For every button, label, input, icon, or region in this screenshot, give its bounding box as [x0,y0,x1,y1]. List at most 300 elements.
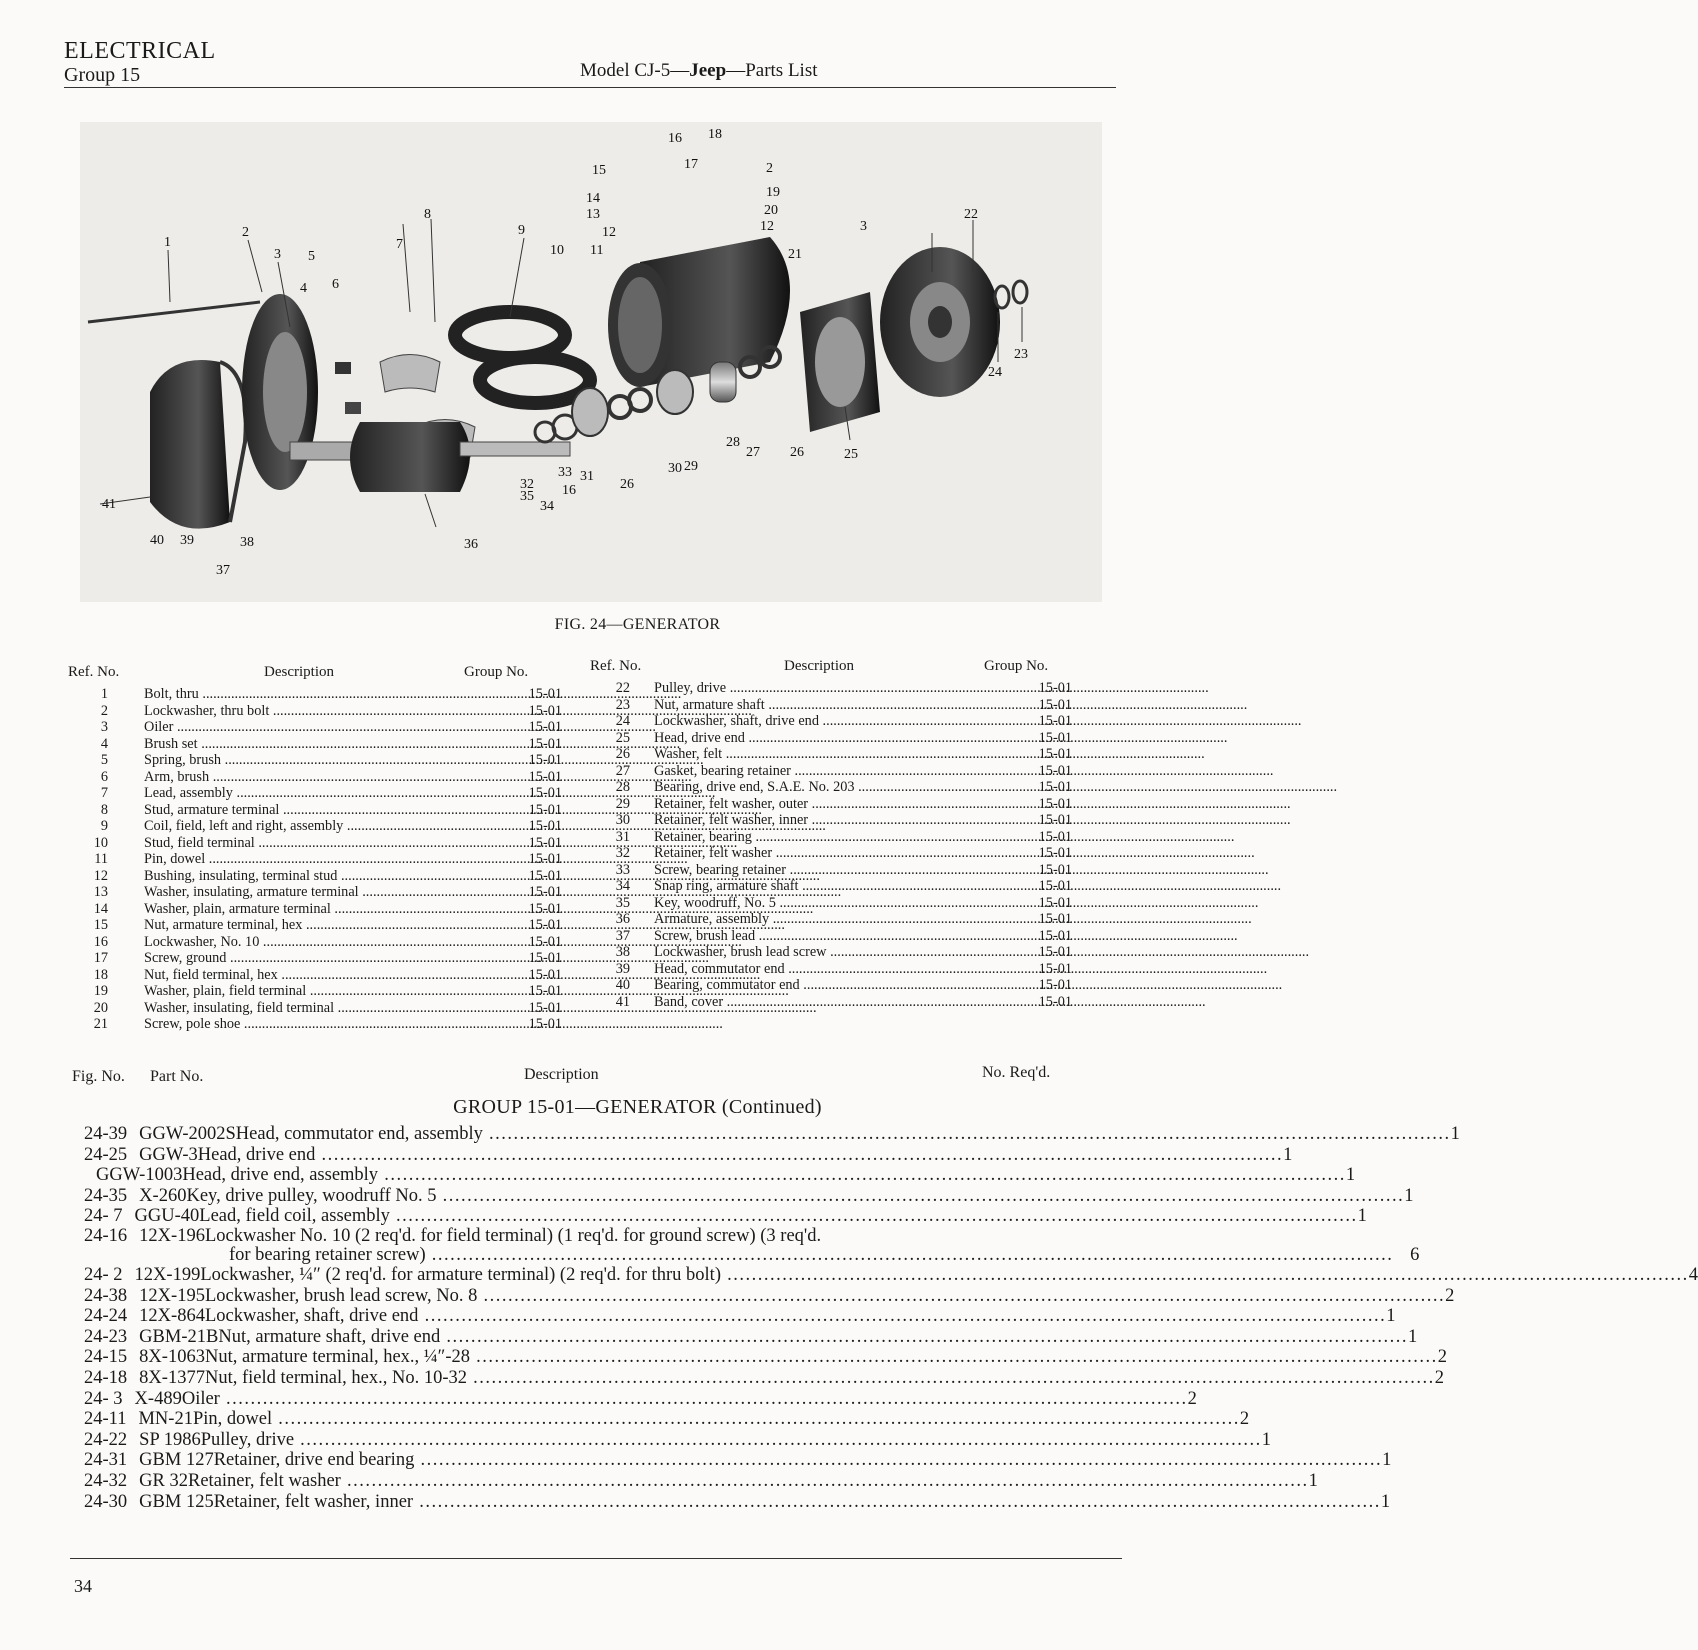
ref-number: 11 [94,851,108,867]
ref-group: 15-01 [1038,977,1072,993]
figure-caption: FIG. 24—GENERATOR [554,616,721,633]
ref-description: Nut, field terminal, hex ..... [144,967,492,984]
part-number: 12X-199 [134,1264,201,1285]
model-suffix: —Parts List [726,60,818,81]
ref-description: Washer, plain, field terminal ..... [144,983,492,1000]
quantity: 2 [1239,1409,1250,1430]
callout-label: 5 [308,249,315,264]
fig-number: 24-38 [84,1285,128,1306]
ref-number: 2 [100,702,108,719]
parts-row [84,1165,1356,1186]
callout-label: 35 [520,489,534,504]
ref-row [74,802,562,819]
ref-description: Washer, plain, armature terminal ..... [144,901,492,918]
ref-group: 15-01 [528,785,562,801]
callout-label: 11 [590,243,604,258]
ref-number: 4 [100,735,108,752]
header-rule [64,87,1116,88]
ref-number: 16 [93,933,108,950]
ref-row [596,829,1072,846]
ref-group: 15-01 [528,768,562,785]
parts-row [84,1409,1250,1430]
ref-group: 15-01 [1038,828,1072,845]
ref-description: Retainer, felt washer, outer ..... [654,796,1002,813]
ref-number: 19 [93,983,108,999]
part-description: Oiler ..... [182,1389,1188,1410]
fig-number: 24- 7 [84,1206,123,1227]
ref-row [74,917,562,934]
ref-number: 40 [615,977,630,993]
ref-number: 20 [93,999,108,1016]
ref-number: 24 [615,713,630,729]
part-number: 12X-196 [139,1225,205,1246]
group-header-right: Group No. [984,658,1049,674]
ref-description: Coil, field, left and right, assembly ..... [144,818,492,835]
ref-group: 15-01 [1038,779,1072,795]
callout-label: 34 [540,499,554,514]
callout-label: 16 [562,483,576,498]
fig-number: 24- 2 [84,1264,123,1285]
parts-row [84,1450,1392,1471]
ref-number: 28 [615,779,630,795]
ref-number: 26 [615,746,630,762]
ref-description: Screw, bearing retainer ..... [654,862,1002,879]
part-description: Retainer, felt washer, inner ..... [214,1492,1381,1513]
callout-label: 26 [790,445,804,460]
ref-header-left: Ref. No. [68,664,120,680]
ref-group: 15-01 [1038,795,1072,812]
callout-label: 39 [180,533,194,548]
model-brand: Jeep [689,60,727,81]
ref-group: 15-01 [1038,894,1072,911]
ref-description: Screw, brush lead ..... [654,928,1002,945]
page-number: 34 [74,1576,92,1596]
ref-number: 14 [93,900,108,917]
part-number: 12X-864 [139,1306,205,1327]
part-number: GBM 127 [139,1450,214,1471]
callout-label: 2 [766,161,773,176]
callout-label: 12 [760,219,774,234]
ref-group: 15-01 [1038,911,1072,927]
ref-group: 15-01 [1038,993,1072,1010]
callout-label: 10 [550,243,564,258]
ref-row [596,895,1072,912]
quantity: 1 [1386,1306,1396,1327]
ref-number: 34 [615,878,630,894]
ref-row [74,901,562,918]
ref-header-right: Ref. No. [590,658,642,674]
ref-row [596,779,1072,796]
quantity: 2 [1187,1388,1197,1409]
ref-group: 15-01 [528,735,562,752]
callout-label: 17 [684,157,698,172]
ref-number: 18 [93,966,108,983]
ref-row [596,713,1072,730]
ref-description: Lockwasher, No. 10 ..... [144,934,492,951]
ref-row [74,950,562,967]
ref-row [596,763,1072,780]
callout-label: 20 [764,203,778,218]
ref-row [74,868,562,885]
thru-bolt-shape [88,302,260,322]
ref-description: Nut, armature terminal, hex ..... [144,917,492,934]
group-header-left: Group No. [464,664,529,680]
quantity: 1 [1404,1185,1414,1206]
ref-description: Lead, assembly ..... [144,785,492,802]
ref-row [596,977,1072,994]
ref-group: 15-01 [528,752,562,768]
callout-label: 13 [586,207,600,222]
quantity: 1 [1382,1450,1392,1471]
ref-row [596,796,1072,813]
fig-number: 24-11 [84,1409,127,1430]
ref-row [74,686,562,703]
ref-group: 15-01 [528,884,562,900]
model-prefix: Model CJ-5— [580,60,690,81]
ref-description: Washer, felt ..... [654,746,1002,763]
bearing-shape [710,362,736,402]
callout-label: 24 [988,365,1002,380]
part-description: Head, commutator end, assembly ..... [236,1124,1451,1145]
part-description: Lockwasher, brush lead screw, No. 8 ..... [205,1286,1445,1307]
part-description: Retainer, felt washer ..... [188,1471,1309,1492]
ref-row [74,769,562,786]
description-header: Description [524,1066,599,1083]
callout-label: 21 [788,247,802,262]
callout-label: 40 [150,533,164,548]
desc-header-left: Description [264,664,334,680]
ref-number: 27 [615,762,630,779]
ref-group: 15-01 [528,834,562,851]
callout-label: 22 [964,207,978,222]
part-description: Nut, armature shaft, drive end ..... [218,1327,1408,1348]
parts-list [84,1124,1698,1512]
callout-label: 28 [726,435,740,450]
ref-description: Key, woodruff, No. 5 ..... [654,895,1002,912]
fig-number: 24-15 [84,1347,128,1368]
callout-label: 4 [300,281,307,296]
ref-group: 15-01 [528,983,562,999]
ref-description: Gasket, bearing retainer ..... [654,763,1002,780]
ref-group: 15-01 [528,818,562,834]
footer-rule [70,1558,1122,1559]
ref-description: Stud, field terminal ..... [144,835,492,852]
callout-label: 3 [274,247,281,262]
callout-label: 16 [668,131,682,146]
callout-label: 18 [708,127,722,142]
callout-label: 12 [602,225,616,240]
ref-number: 39 [615,960,630,977]
callout-label: 14 [586,191,600,206]
ref-row [74,818,562,835]
ref-group: 15-01 [528,917,562,933]
callout-label: 36 [464,537,478,552]
part-number: GBM 125 [139,1491,214,1512]
ref-row [596,845,1072,862]
ref-number: 10 [93,834,108,851]
ref-number: 30 [615,812,630,828]
parts-row [84,1491,1391,1513]
ref-number: 3 [100,719,108,735]
part-description: Nut, field terminal, hex., No. 10-32 ..... [205,1368,1435,1389]
quantity: 1 [1408,1326,1418,1347]
ref-group: 15-01 [1038,680,1072,696]
ref-row [74,851,562,868]
callout-label: 33 [558,465,572,480]
ref-group: 15-01 [528,686,562,702]
ref-row [74,835,562,852]
callout-label: 2 [242,225,249,240]
ref-table-right [596,680,1072,1010]
callout-label: 31 [580,469,594,484]
ref-description: Head, commutator end ..... [654,961,1002,978]
ref-row [596,812,1072,829]
ref-row [74,736,562,753]
fig-number: 24- 3 [84,1388,123,1409]
parts-row [84,1388,1197,1410]
part-number: X-489 [134,1388,182,1409]
ref-number: 35 [615,894,630,911]
ref-row [596,697,1072,714]
ref-row [596,928,1072,945]
parts-row [84,1470,1318,1492]
ref-number: 22 [615,680,630,696]
callout-label: 25 [844,447,858,462]
part-description: Pin, dowel ..... [193,1409,1240,1430]
ref-description: Nut, armature shaft ..... [654,697,1002,714]
parts-row [84,1326,1418,1348]
ref-row [74,785,562,802]
callout-label: 26 [620,477,634,492]
ref-row [596,730,1072,747]
ref-group: 15-01 [1038,762,1072,779]
ref-group: 15-01 [1038,713,1072,729]
fig-number: 24-22 [84,1429,128,1450]
ref-group: 15-01 [528,702,562,719]
part-number: MN-21 [138,1409,193,1430]
quantity: 1 [1345,1165,1356,1186]
part-description: Key, drive pulley, woodruff No. 5 ..... [186,1186,1404,1207]
callout-label: 23 [1014,347,1028,362]
ref-row [74,1016,562,1033]
ref-row [74,719,562,736]
model-header [580,60,818,82]
parts-row [84,1347,1448,1368]
callout-label: 29 [684,459,698,474]
ref-number: 25 [615,729,630,746]
fig-number: 24-18 [84,1367,128,1388]
armature-shape [350,422,470,492]
callout-label: 8 [424,207,431,222]
ref-description: Screw, pole shoe ..... [144,1016,492,1033]
ref-number: 21 [93,1016,108,1032]
ref-description: Lockwasher, brush lead screw ..... [654,944,1002,961]
ref-number: 5 [100,752,108,768]
ref-group: 15-01 [1038,927,1072,944]
parts-row [84,1306,1396,1327]
ref-table-left [74,686,562,1033]
ref-number: 9 [100,818,108,834]
ref-group: 15-01 [528,851,562,867]
parts-row [84,1206,1367,1227]
fig-number: 24-25 [84,1144,128,1165]
ref-description: Lockwasher, shaft, drive end ..... [654,713,1002,730]
generator-exploded-figure [80,122,1102,602]
part-number: 8X-1377 [139,1367,205,1388]
part-number: GBM-21B [139,1326,219,1347]
parts-row [84,1264,1698,1286]
ref-description: Screw, ground ..... [144,950,492,967]
callout-label: 6 [332,277,339,292]
ref-description: Bushing, insulating, terminal stud ..... [144,868,492,885]
ref-group: 15-01 [528,1016,562,1032]
qty-header: No. Req'd. [982,1064,1051,1081]
ref-number: 33 [615,861,630,878]
callout-label: 3 [860,219,867,234]
ref-description: Washer, insulating, armature terminal ..... [144,884,492,901]
ref-description: Arm, brush ..... [144,769,492,786]
generator-illustration [80,122,1102,602]
group-label: Group 15 [64,64,141,86]
ref-description: Lockwasher, thru bolt ..... [144,703,492,720]
ref-group: 15-01 [528,719,562,735]
ref-group: 15-01 [528,966,562,983]
fig-number: 24-24 [84,1306,128,1327]
part-description: Lockwasher No. 10 (2 req'd. for field terminal) (1 req'd. for ground screw) (3 req'd. [204,1225,822,1246]
ref-description: Pin, dowel ..... [144,851,492,868]
ref-row [74,703,562,720]
part-number: SP 1986 [139,1429,201,1450]
ref-number: 37 [615,927,630,944]
ref-group: 15-01 [1038,812,1072,828]
ref-group: 15-01 [528,867,562,884]
callout-label: 15 [592,163,606,178]
part-number: 12X-195 [139,1285,205,1306]
quantity: 1 [1261,1429,1272,1450]
fig-number: 24-35 [84,1185,128,1206]
fig-no-header: Fig. No. [72,1068,125,1085]
ref-row [74,884,562,901]
ref-description: Oiler ..... [144,719,492,736]
ref-description: Washer, insulating, field terminal ..... [144,1000,492,1017]
ref-description: Spring, brush ..... [144,752,492,769]
ref-row [596,862,1072,879]
ref-group: 15-01 [1038,944,1072,960]
quantity: 1 [1357,1206,1367,1227]
ref-number: 36 [615,911,630,927]
ref-description: Armature, assembly ..... [654,911,1002,928]
parts-row [84,1429,1272,1451]
quantity: 6 [1410,1244,1420,1265]
parts-row [84,1367,1444,1389]
part-number: 8X-1063 [139,1347,205,1368]
cover-band-shape [150,360,230,529]
ref-number: 8 [100,801,108,818]
field-coil-lower [480,357,590,403]
ref-row [596,878,1072,895]
part-number: X-260 [139,1185,187,1206]
ref-group: 15-01 [1038,878,1072,894]
ref-description: Head, drive end ..... [654,730,1002,747]
ref-description: Pulley, drive ..... [654,680,1002,697]
callout-label: 9 [518,223,525,238]
ref-row [74,1000,562,1017]
ref-description: Retainer, felt washer ..... [654,845,1002,862]
ref-number: 23 [615,696,630,713]
ref-row [596,961,1072,978]
ref-description: Band, cover ..... [654,994,1002,1011]
ref-group: 15-01 [1038,746,1072,762]
quantity: 4 [1688,1264,1698,1285]
ref-number: 31 [615,828,630,845]
callout-label: 41 [102,497,116,512]
parts-row [84,1124,1460,1145]
ref-number: 17 [93,950,108,966]
ref-group: 15-01 [1038,861,1072,878]
part-description: Lockwasher, shaft, drive end ..... [205,1306,1386,1327]
ref-row [596,994,1072,1011]
ref-description: Bearing, drive end, S.A.E. No. 203 ..... [654,779,1002,796]
ref-description: Bearing, commutator end ..... [654,977,1002,994]
ref-description: Snap ring, armature shaft ..... [654,878,1002,895]
part-description: Nut, armature terminal, hex., ¼″-28 ..... [205,1347,1438,1368]
callout-label: 1 [164,235,171,250]
ref-row [74,752,562,769]
quantity: 1 [1380,1491,1391,1512]
callout-label: 37 [216,563,230,578]
ref-number: 6 [100,768,108,785]
ref-group: 15-01 [1038,696,1072,713]
callout-label: 30 [668,461,682,476]
ref-number: 13 [93,884,108,900]
parts-row [84,1225,1420,1265]
ref-group: 15-01 [528,801,562,818]
callout-label: 19 [766,185,780,200]
ref-group: 15-01 [528,933,562,950]
ref-group: 15-01 [1038,845,1072,861]
ref-group: 15-01 [528,900,562,917]
ref-row [74,983,562,1000]
ref-number: 7 [100,785,108,801]
part-description: Pulley, drive ..... [201,1430,1262,1451]
ref-row [74,967,562,984]
parts-row [84,1185,1414,1207]
part-description: Retainer, drive end bearing ..... [214,1450,1382,1471]
ref-description: Retainer, felt washer, inner ..... [654,812,1002,829]
ref-number: 32 [615,845,630,861]
quantity: 2 [1434,1367,1444,1388]
fig-number: 24-39 [84,1124,128,1144]
quantity: 2 [1445,1285,1455,1306]
ref-description: Bolt, thru ..... [144,686,492,703]
ref-description: Stud, armature terminal ..... [144,802,492,819]
ref-row [596,911,1072,928]
quantity: 1 [1450,1124,1460,1144]
part-number: GR 32 [139,1470,188,1491]
ref-group: 15-01 [1038,729,1072,746]
part-number: GGW-2002S [139,1124,236,1144]
callout-label: 38 [240,535,254,550]
ref-row [74,934,562,951]
ref-row [596,680,1072,697]
quantity: 1 [1308,1470,1318,1491]
callout-label: 32 [520,477,534,492]
part-number: GGU-40 [134,1206,200,1227]
parts-row [84,1144,1293,1166]
callout-label: 27 [746,445,760,460]
part-description: Lockwasher, ¼″ (2 req'd. for armature terminal) (2 req'd. for thru bolt) ..... [200,1265,1688,1286]
parts-row [84,1285,1455,1307]
